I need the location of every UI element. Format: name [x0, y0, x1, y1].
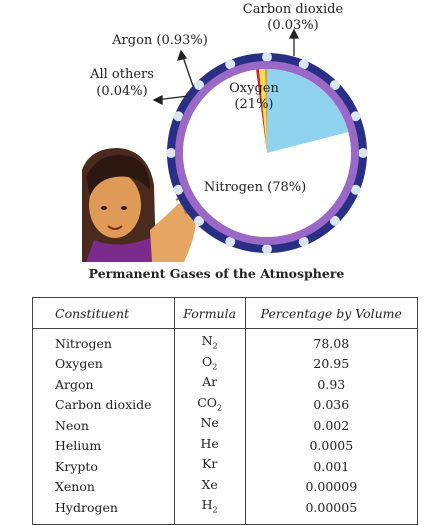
cell-formula [174, 395, 245, 416]
cell-constituent: Carbon dioxide [55, 397, 152, 413]
formula-symbol: CO [197, 394, 217, 410]
cell-constituent: Helium [55, 438, 102, 454]
gases-table [32, 297, 418, 525]
cell-formula [174, 415, 245, 436]
formula-subscript: 2 [212, 505, 218, 515]
cell-percentage: 20.95 [313, 356, 350, 372]
cell-percentage: 0.00009 [305, 479, 358, 495]
formula-symbol: He [200, 435, 219, 451]
cell-constituent: Argon [55, 376, 94, 392]
cell-constituent: Krypto [55, 458, 98, 474]
cell-percentage: 0.002 [313, 417, 350, 433]
formula-symbol: O [201, 353, 213, 369]
label-argon: Argon (0.93%) [112, 33, 208, 48]
header-percentage: Percentage by Volume [245, 298, 417, 329]
cell-formula [174, 456, 245, 477]
table-row [33, 395, 418, 416]
ring-dot [166, 148, 176, 158]
formula-symbol: H [201, 497, 213, 512]
formula-subscript: 2 [212, 362, 218, 371]
cell-formula [174, 477, 245, 498]
cell-constituent: Oxygen [55, 356, 103, 372]
cell-constituent: Hydrogen [55, 499, 118, 515]
table-row [33, 477, 418, 498]
cell-formula [174, 354, 245, 375]
table-row [33, 456, 418, 477]
table-row [33, 329, 418, 354]
table-row [33, 436, 418, 457]
label-carbon-dioxide: Carbon dioxide [242, 2, 344, 17]
cell-percentage: 0.0005 [309, 438, 354, 454]
label-oxygen-pct: (21%) [234, 97, 274, 112]
cell-percentage: 0.036 [313, 397, 350, 413]
formula-subscript: 2 [212, 341, 218, 351]
header-formula: Formula [174, 298, 245, 329]
cell-percentage: 0.001 [313, 458, 350, 474]
ring-dot [358, 148, 368, 158]
table-row [33, 415, 418, 436]
cell-percentage: 78.08 [313, 335, 350, 351]
ring-dot [262, 52, 272, 62]
cell-formula [174, 497, 245, 524]
table-row [33, 497, 418, 524]
label-nitrogen: Nitrogen (78%) [203, 180, 307, 195]
cell-constituent: Neon [55, 417, 89, 433]
cell-percentage: 0.00005 [305, 499, 358, 515]
cell-formula [174, 374, 245, 395]
cell-formula [174, 436, 245, 457]
formula-symbol: N [201, 333, 213, 348]
cell-constituent: Xenon [55, 479, 95, 495]
label-all-others-pct: (0.04%) [96, 84, 148, 99]
formula-symbol: Ne [200, 415, 219, 430]
atmosphere-pie-figure [0, 0, 433, 262]
formula-symbol: Ar [202, 374, 218, 389]
ring-dot [262, 244, 272, 254]
formula-subscript: 2 [217, 403, 223, 412]
cell-formula [174, 329, 245, 354]
formula-symbol: Kr [201, 456, 218, 471]
label-all-others: All others [90, 67, 154, 82]
header-constituent: Constituent [33, 298, 175, 329]
figure-caption: Permanent Gases of the Atmosphere [88, 266, 345, 281]
table-row [33, 374, 418, 395]
label-oxygen: Oxygen [229, 81, 279, 96]
formula-symbol: Xe [201, 476, 218, 492]
cell-constituent: Nitrogen [55, 335, 112, 351]
table-row [33, 354, 418, 375]
table-header-row [33, 298, 418, 329]
cell-percentage: 0.93 [317, 376, 346, 392]
label-carbon-dioxide-pct: (0.03%) [267, 18, 319, 33]
